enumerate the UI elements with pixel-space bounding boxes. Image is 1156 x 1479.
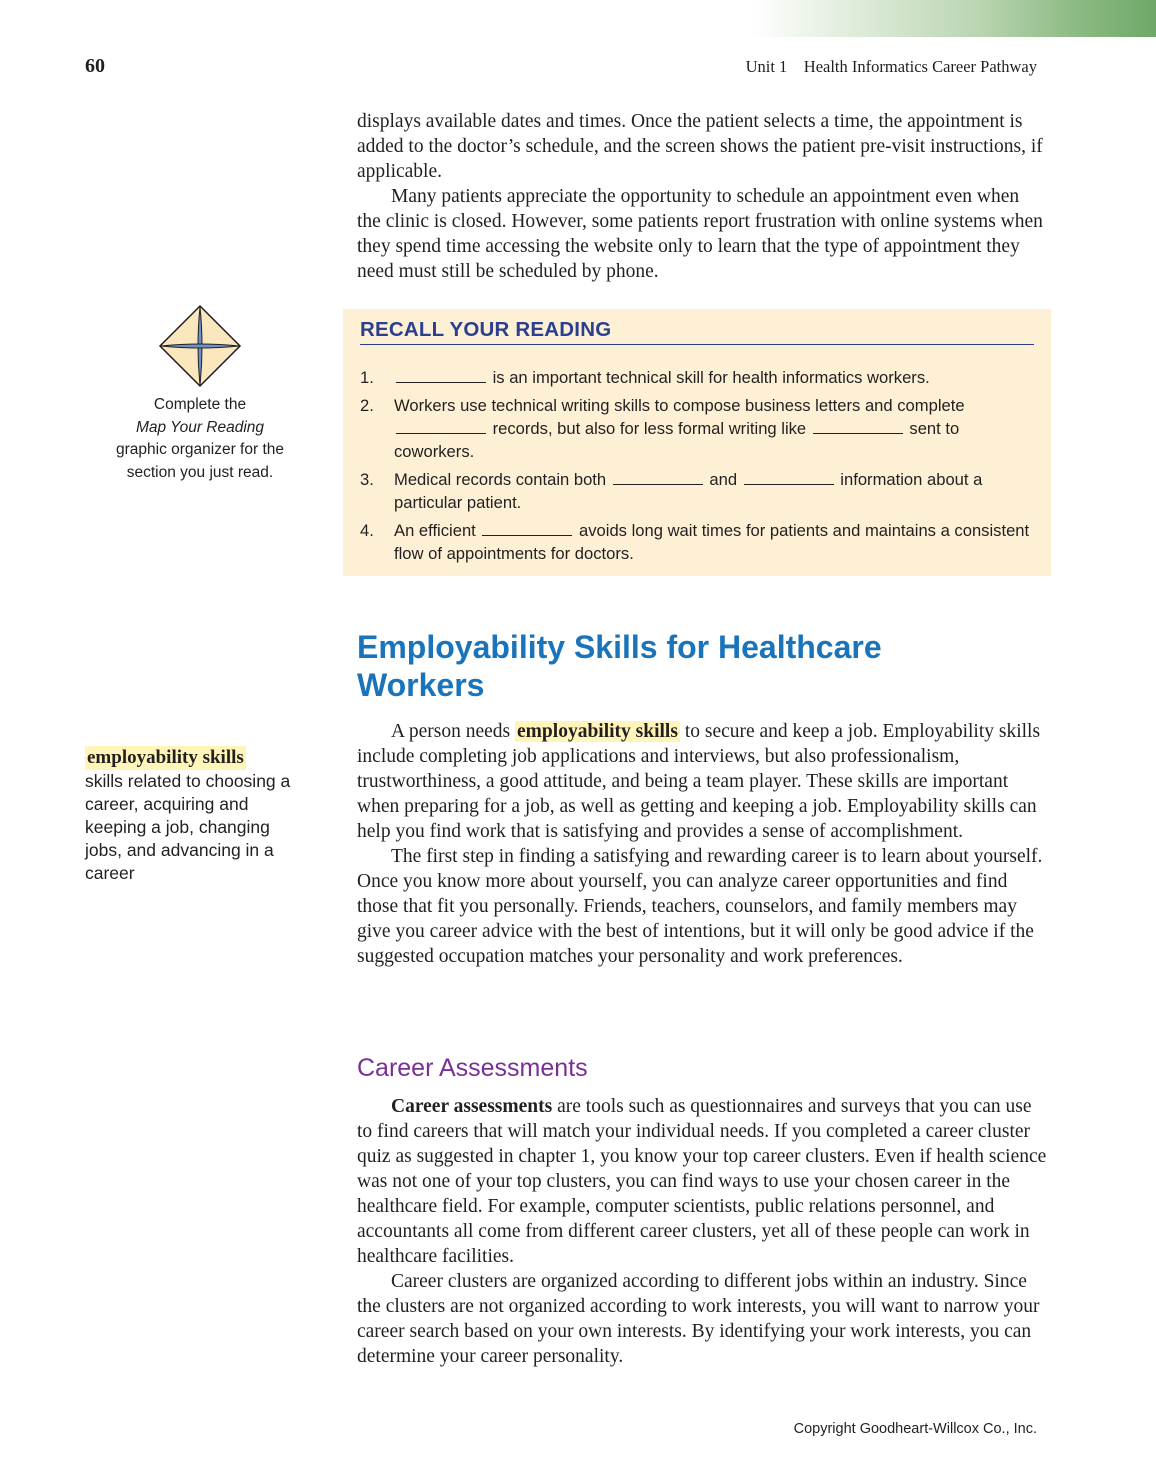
question-text: An efficient: [394, 521, 481, 540]
question-text: records, but also for less formal writing like: [488, 419, 811, 438]
recall-question: [360, 468, 1040, 514]
glossary-term: employability skills: [87, 747, 244, 768]
recall-your-reading-box: [343, 309, 1051, 576]
question-text: is an important technical skill for health informatics workers.: [488, 368, 930, 387]
body-paragraph: Career clusters are organized according to different jobs within an industry. Since the clusters are not organized according to work interests, you will want to narrow your career search based on your own interests. By identifying your work interests, you can determine your career personality.: [357, 1271, 1040, 1367]
answer-blank: [613, 470, 703, 485]
glossary-definition: skills related to choosing a career, acquiring and keeping a job, changing jobs, and advancing in a career: [85, 771, 291, 883]
body-paragraph: [357, 1094, 1047, 1269]
subsection-body: [357, 1094, 1047, 1369]
subsection-heading: Career Assessments: [357, 1054, 588, 1082]
caption-text: graphic organizer for the section you just read.: [115, 441, 284, 481]
recall-question: [360, 366, 1040, 389]
answer-blank: [813, 419, 903, 434]
question-number: 2.: [360, 396, 374, 415]
decorative-header-gradient: [750, 0, 1156, 37]
question-text: Workers use technical writing skills to compose business letters and complete: [394, 396, 965, 415]
answer-blank: [396, 419, 486, 434]
intro-text: [357, 109, 1047, 284]
running-head: Unit 1 Health Informatics Career Pathway: [745, 57, 1037, 76]
question-text: and: [704, 470, 742, 489]
question-text: information about a particular patient.: [394, 470, 983, 512]
map-your-reading-diamond-icon: [158, 304, 242, 388]
caption-text: Complete the: [153, 396, 247, 413]
key-term: Career assessments: [391, 1096, 553, 1117]
question-number: 1.: [360, 368, 374, 387]
recall-questions: [360, 366, 1040, 570]
answer-blank: [744, 470, 834, 485]
body-paragraph: [357, 719, 1047, 844]
caption-title: Map Your Reading: [135, 418, 265, 436]
text: are tools such as questionnaires and surveys that you can use to find careers that will match your individual needs. If you completed a career cluster quiz as suggested in chapter 1, you know your top career clusters. Even if health science was not one of your top clusters, you can find ways to use your chosen career in the healthcare field. For example, computer scientists, public relations personnel, and accountants all come from different career clusters, yet all of these people can work in healthcare facilities.: [357, 1096, 1047, 1267]
key-term: employability skills: [517, 721, 678, 742]
intro-paragraph: Many patients appreciate the opportunity to schedule an appointment even when the clinic is closed. However, some patients report frustration with online systems when they spend time accessing the website only to learn that the type of appointment they need must still be scheduled by phone.: [357, 186, 1043, 282]
glossary-note: [85, 746, 305, 885]
answer-blank: [396, 368, 486, 383]
map-your-reading-note: [115, 304, 285, 484]
answer-blank: [482, 521, 572, 536]
question-number: 3.: [360, 470, 374, 489]
section-heading: Employability Skills for Healthcare Workers: [357, 629, 882, 703]
body-paragraph: The first step in finding a satisfying and rewarding career is to learn about yourself. Once you know more about yourself, you can analyze career opportunities and find those that fit you personally. Friends, teachers, counselors, and family members may give you career advice with the best of intentions, but it will only be good advice if the suggested occupation matches your personality and work preferences.: [357, 846, 1043, 967]
organizer-caption: [115, 394, 285, 484]
question-text: Medical records contain both: [394, 470, 611, 489]
question-number: 4.: [360, 521, 374, 540]
question-text: avoids long wait times for patients and maintains a consistent flow of appointments for doctors.: [394, 521, 1030, 563]
text: to secure and keep a job. Employability skills include completing job applications and interviews, but also professionalism, trustworthiness, a good attitude, and being a team player. These skills are important when preparing for a job, as well as getting and keeping a job. Employability skills can help you find work that is satisfying and provides a sense of accomplishment.: [357, 721, 1041, 842]
recall-title: RECALL YOUR READING: [360, 318, 1034, 345]
section-body: [357, 719, 1047, 969]
recall-question: [360, 394, 1040, 463]
question-text: sent to coworkers.: [394, 419, 960, 461]
page-number: 60: [85, 55, 105, 77]
text: A person needs: [391, 721, 516, 742]
recall-question: [360, 519, 1040, 565]
intro-paragraph: displays available dates and times. Once the patient selects a time, the appointment is added to the doctor’s schedule, and the screen shows the patient pre-visit instructions, if applicable.: [357, 111, 1043, 182]
copyright-footer: Copyright Goodheart-Willcox Co., Inc.: [793, 1421, 1037, 1437]
